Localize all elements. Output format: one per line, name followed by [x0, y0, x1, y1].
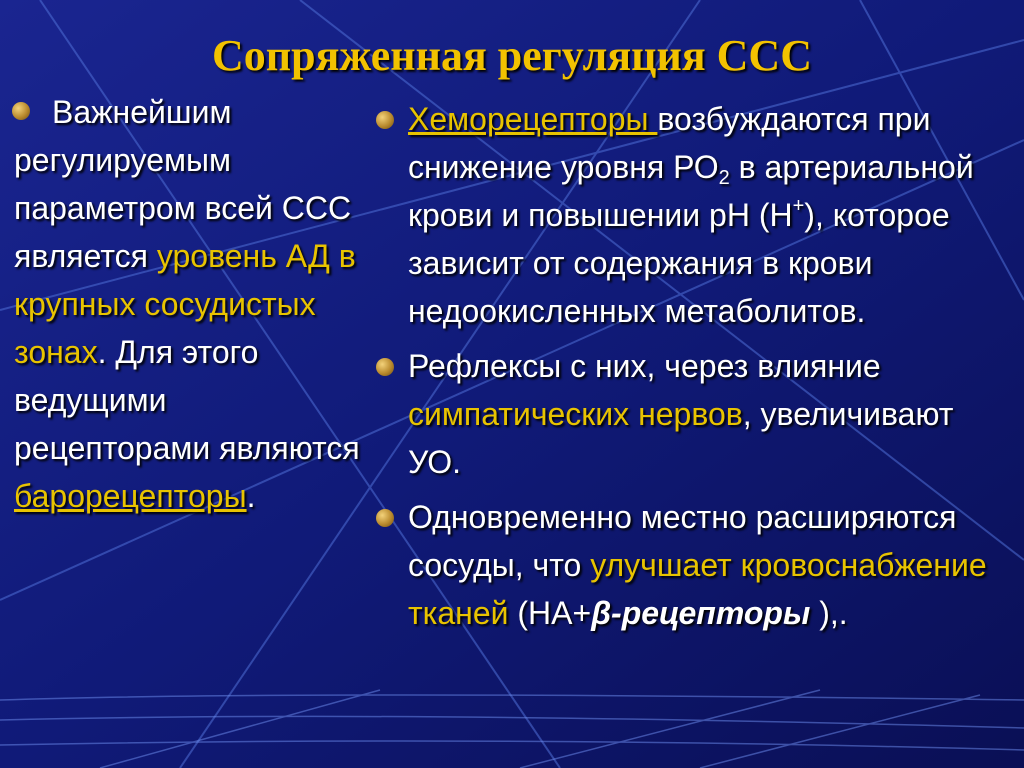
- left-column: [14, 88, 364, 520]
- p1-text-b: возбуждаются при снижение уровня РО: [408, 101, 931, 185]
- bullet-icon: [376, 358, 394, 376]
- right-paragraph-1: [408, 95, 1008, 335]
- p3-text-e: ),.: [810, 595, 848, 631]
- highlight-sympathetic: симпатических нервов: [408, 396, 743, 432]
- left-highlight-baroreceptors: барорецепторы: [14, 478, 247, 514]
- right-paragraph-2: [408, 342, 1008, 486]
- beta-receptors-text: β-рецепторы: [591, 595, 811, 631]
- left-text-6: .: [246, 478, 256, 514]
- p3-text-a: Одновременно местно расширяются сосуды, что: [408, 499, 957, 583]
- left-text-4: . Для этого ведущими рецепторами являются: [14, 334, 360, 466]
- p2-text-c: , увеличивают УО.: [408, 396, 954, 480]
- p1-text-f: ), которое зависит от содержания в крови недоокисленных метаболитов.: [408, 197, 950, 329]
- left-paragraph: [14, 88, 364, 520]
- highlight-blood-supply: улучшает кровоснабжение тканей: [408, 547, 987, 631]
- left-text-1: Важнейшим: [52, 94, 232, 130]
- left-highlight-ad: уровень АД в крупных сосудистых зонах: [14, 238, 356, 370]
- right-column: [408, 95, 1008, 644]
- p1-subscript: 2: [718, 167, 730, 189]
- slide-title: Сопряженная регуляция ССС: [212, 31, 812, 80]
- right-paragraph-3: [408, 493, 1008, 637]
- bullet-icon: [12, 102, 30, 120]
- p3-text-c: (НА+: [508, 595, 592, 631]
- bullet-icon: [376, 509, 394, 527]
- bullet-icon: [376, 111, 394, 129]
- p1-text-d: в артериальной крови и повышении рН (Н: [408, 149, 974, 233]
- p1-superscript: +: [792, 195, 805, 217]
- p2-text-a: Рефлексы с них, через влияние: [408, 348, 881, 384]
- left-text-2: регулируемым параметром всей ССС является: [14, 142, 352, 274]
- highlight-chemoreceptors: Хеморецепторы: [408, 101, 658, 137]
